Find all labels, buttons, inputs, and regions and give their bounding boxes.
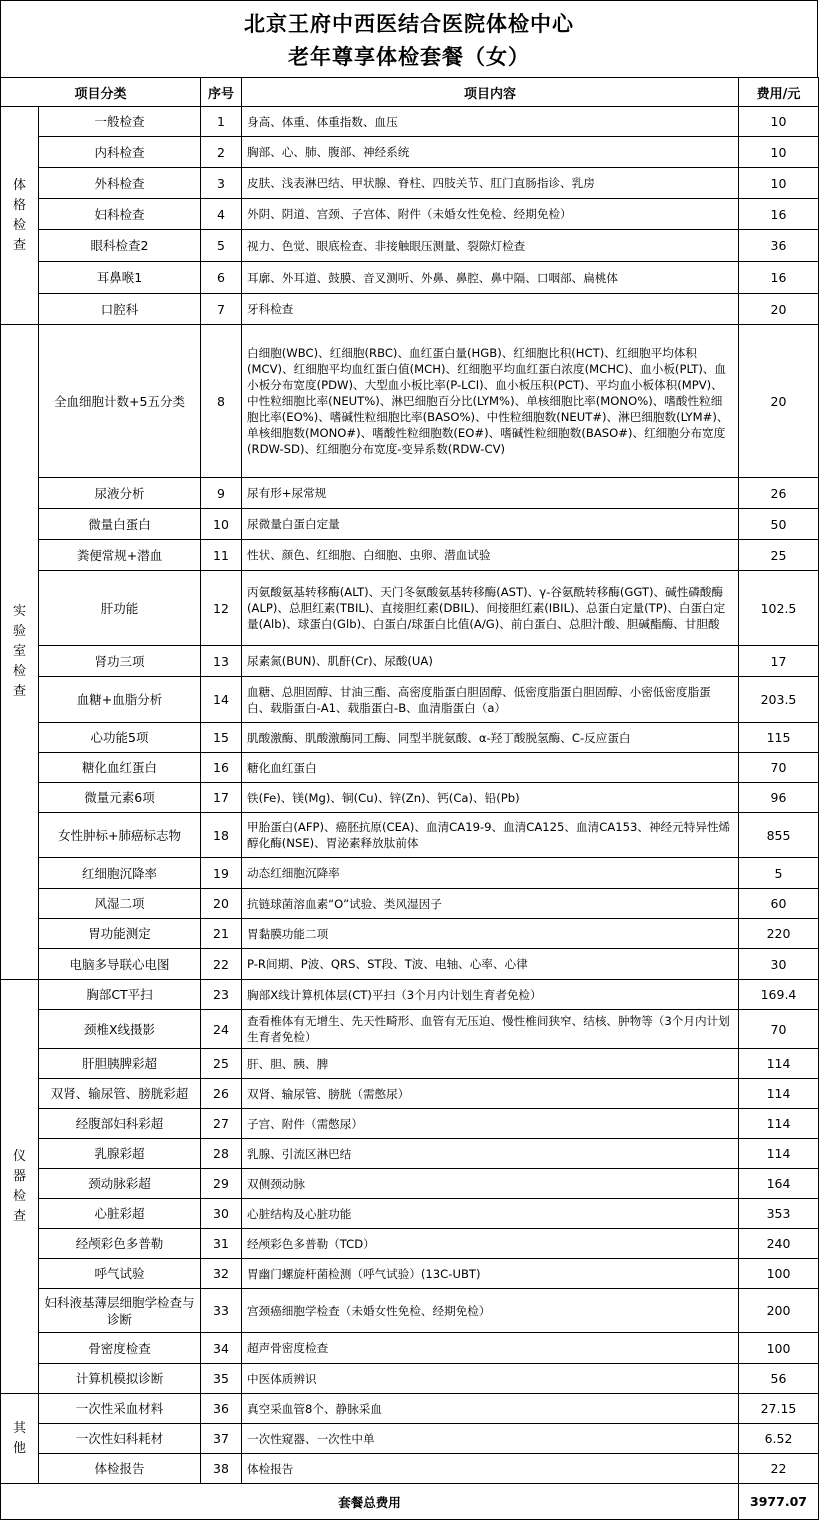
item-fee: 70 — [738, 752, 819, 783]
item-index: 38 — [200, 1453, 242, 1484]
item-fee: 115 — [738, 722, 819, 753]
item-content: 查看椎体有无增生、先天性畸形、血管有无压迫、慢性椎间狭窄、结核、肿物等（3个月内计划生育者免检） — [241, 1009, 739, 1049]
item-content: 子宫、附件（需憋尿） — [241, 1108, 739, 1139]
item-index: 23 — [200, 979, 242, 1010]
item-content: 视力、色觉、眼底检查、非接触眼压测量、裂隙灯检查 — [241, 229, 739, 262]
item-index: 1 — [200, 106, 242, 137]
item-content: 丙氨酸氨基转移酶(ALT)、天门冬氨酸氨基转移酶(AST)、γ-谷氨酰转移酶(GGT)、碱性磷酸酶(ALP)、总胆红素(TBIL)、直接胆红素(DBIL)、间接胆红素(IBIL)、总蛋白定量(TP)、白蛋白定量(Alb)、球蛋白(Glb)、白蛋白/球蛋白比值(A/G)、前白蛋白、总胆汁酸、胆碱酯酶、甘胆酸 — [241, 570, 739, 646]
item-name: 胸部CT平扫 — [38, 979, 201, 1010]
item-fee: 10 — [738, 106, 819, 137]
item-name: 微量元素6项 — [38, 782, 201, 813]
item-content: 中医体质辨识 — [241, 1363, 739, 1394]
item-name: 耳鼻喉1 — [38, 261, 201, 294]
item-content: 皮肤、浅表淋巴结、甲状腺、脊柱、四肢关节、肛门直肠指诊、乳房 — [241, 167, 739, 199]
item-content: P-R间期、P波、QRS、ST段、T波、电轴、心率、心律 — [241, 948, 739, 980]
item-index: 7 — [200, 293, 242, 325]
header-fee: 费用/元 — [738, 77, 819, 107]
item-content: 尿有形+尿常规 — [241, 477, 739, 509]
item-content: 胃幽门螺旋杆菌检测（呼气试验）(13C-UBT) — [241, 1258, 739, 1289]
item-fee: 220 — [738, 918, 819, 949]
item-fee: 20 — [738, 324, 819, 478]
item-name: 经腹部妇科彩超 — [38, 1108, 201, 1139]
item-content: 外阴、阴道、宫颈、子宫体、附件（未婚女性免检、经期免检） — [241, 198, 739, 230]
item-fee: 16 — [738, 261, 819, 294]
group-label-text: 其他 — [12, 1420, 26, 1456]
item-index: 14 — [200, 676, 242, 723]
item-content: 双侧颈动脉 — [241, 1168, 739, 1199]
item-fee: 17 — [738, 645, 819, 677]
item-fee: 114 — [738, 1048, 819, 1079]
item-index: 30 — [200, 1198, 242, 1229]
item-name: 呼气试验 — [38, 1258, 201, 1289]
total-label: 套餐总费用 — [0, 1483, 739, 1520]
item-index: 15 — [200, 722, 242, 753]
item-fee: 60 — [738, 888, 819, 919]
item-fee: 169.4 — [738, 979, 819, 1010]
item-name: 口腔科 — [38, 293, 201, 325]
item-content: 超声骨密度检查 — [241, 1332, 739, 1364]
item-name: 一次性采血材料 — [38, 1393, 201, 1424]
item-index: 2 — [200, 136, 242, 168]
item-content: 乳腺、引流区淋巴结 — [241, 1138, 739, 1169]
item-name: 骨密度检查 — [38, 1332, 201, 1364]
item-name: 电脑多导联心电图 — [38, 948, 201, 980]
item-content: 真空采血管8个、静脉采血 — [241, 1393, 739, 1424]
group-label-text: 实验室检查 — [12, 604, 26, 699]
group-label-text: 体格检查 — [12, 177, 26, 253]
item-name: 颈椎X线摄影 — [38, 1009, 201, 1049]
item-index: 16 — [200, 752, 242, 783]
item-name: 体检报告 — [38, 1453, 201, 1484]
item-content: 胸部、心、肺、腹部、神经系统 — [241, 136, 739, 168]
item-fee: 6.52 — [738, 1423, 819, 1454]
item-fee: 25 — [738, 539, 819, 571]
item-content: 动态红细胞沉降率 — [241, 857, 739, 889]
item-name: 一次性妇科耗材 — [38, 1423, 201, 1454]
item-index: 37 — [200, 1423, 242, 1454]
group-label-text: 仪器检查 — [12, 1148, 26, 1224]
item-name: 心脏彩超 — [38, 1198, 201, 1229]
item-fee: 70 — [738, 1009, 819, 1049]
item-fee: 96 — [738, 782, 819, 813]
item-index: 26 — [200, 1078, 242, 1109]
item-name: 眼科检查2 — [38, 229, 201, 262]
item-index: 20 — [200, 888, 242, 919]
header-index: 序号 — [200, 77, 242, 107]
item-content: 白细胞(WBC)、红细胞(RBC)、血红蛋白量(HGB)、红细胞比积(HCT)、红细胞平均体积(MCV)、红细胞平均血红蛋白值(MCH)、红细胞平均血红蛋白浓度(MCHC)、血小板(PLT)、血小板分布宽度(PDW)、大型血小板比率(P-LCI)、血小板压积(PCT)、平均血小板体积(MPV)、中性粒细胞比率(NEUT%)、淋巴细胞百分比(LYM%)、单核细胞比率(MONO%)、嗜酸性粒细胞比率(EO%)、嗜碱性粒细胞比率(BASO%)、中性粒细胞数(NEUT#)、淋巴细胞数(LYM#)、单核细胞数(MONO#)、嗜酸性粒细胞数(EO#)、嗜碱性粒细胞数(BASO#)、红细胞分布宽度(RDW-SD)、红细胞分布宽度-变异系数(RDW-CV) — [241, 324, 739, 478]
item-index: 4 — [200, 198, 242, 230]
item-index: 8 — [200, 324, 242, 478]
item-index: 36 — [200, 1393, 242, 1424]
item-content: 耳廓、外耳道、鼓膜、音叉测听、外鼻、鼻腔、鼻中隔、口咽部、扁桃体 — [241, 261, 739, 294]
item-index: 12 — [200, 570, 242, 646]
item-content: 血糖、总胆固醇、甘油三酯、高密度脂蛋白胆固醇、低密度脂蛋白胆固醇、小密低密度脂蛋白、载脂蛋白-A1、载脂蛋白-B、血清脂蛋白（a） — [241, 676, 739, 723]
item-index: 25 — [200, 1048, 242, 1079]
item-fee: 203.5 — [738, 676, 819, 723]
item-name: 血糖+血脂分析 — [38, 676, 201, 723]
item-name: 红细胞沉降率 — [38, 857, 201, 889]
item-index: 13 — [200, 645, 242, 677]
item-name: 妇科液基薄层细胞学检查与诊断 — [38, 1288, 201, 1333]
item-fee: 114 — [738, 1108, 819, 1139]
item-index: 11 — [200, 539, 242, 571]
item-content: 体检报告 — [241, 1453, 739, 1484]
item-name: 妇科检查 — [38, 198, 201, 230]
item-index: 32 — [200, 1258, 242, 1289]
title-package: 老年尊享体检套餐（女） — [288, 44, 530, 69]
item-content: 胃黏膜功能二项 — [241, 918, 739, 949]
title-hospital: 北京王府中西医结合医院体检中心 — [244, 11, 574, 36]
item-index: 22 — [200, 948, 242, 980]
item-content: 身高、体重、体重指数、血压 — [241, 106, 739, 137]
item-fee: 240 — [738, 1228, 819, 1259]
item-name: 计算机模拟诊断 — [38, 1363, 201, 1394]
item-index: 31 — [200, 1228, 242, 1259]
item-index: 5 — [200, 229, 242, 262]
item-index: 29 — [200, 1168, 242, 1199]
item-name: 一般检查 — [38, 106, 201, 137]
header-content: 项目内容 — [241, 77, 739, 107]
item-content: 抗链球菌溶血素“O”试验、类风湿因子 — [241, 888, 739, 919]
item-fee: 10 — [738, 136, 819, 168]
item-fee: 114 — [738, 1078, 819, 1109]
item-fee: 56 — [738, 1363, 819, 1394]
total-fee: 3977.07 — [738, 1483, 819, 1520]
item-fee: 27.15 — [738, 1393, 819, 1424]
item-content: 牙科检查 — [241, 293, 739, 325]
item-index: 18 — [200, 812, 242, 858]
item-content: 双肾、输尿管、膀胱（需憋尿） — [241, 1078, 739, 1109]
item-fee: 164 — [738, 1168, 819, 1199]
item-index: 19 — [200, 857, 242, 889]
item-index: 27 — [200, 1108, 242, 1139]
item-fee: 50 — [738, 508, 819, 540]
item-name: 心功能5项 — [38, 722, 201, 753]
group-label — [0, 324, 39, 980]
item-fee: 100 — [738, 1332, 819, 1364]
item-fee: 114 — [738, 1138, 819, 1169]
item-content: 甲胎蛋白(AFP)、癌胚抗原(CEA)、血清CA19-9、血清CA125、血清CA153、神经元特异性烯醇化酶(NSE)、胃泌素释放肽前体 — [241, 812, 739, 858]
item-index: 21 — [200, 918, 242, 949]
item-index: 28 — [200, 1138, 242, 1169]
item-index: 6 — [200, 261, 242, 294]
group-label — [0, 106, 39, 325]
item-content: 经颅彩色多普勒（TCD） — [241, 1228, 739, 1259]
item-fee: 22 — [738, 1453, 819, 1484]
item-content: 糖化血红蛋白 — [241, 752, 739, 783]
item-name: 女性肿标+肺癌标志物 — [38, 812, 201, 858]
header-category: 项目分类 — [0, 77, 201, 107]
item-content: 性状、颜色、红细胞、白细胞、虫卵、潜血试验 — [241, 539, 739, 571]
item-name: 尿液分析 — [38, 477, 201, 509]
item-content: 肌酸激酶、肌酸激酶同工酶、同型半胱氨酸、α-羟丁酸脱氢酶、C-反应蛋白 — [241, 722, 739, 753]
item-name: 胃功能测定 — [38, 918, 201, 949]
item-name: 肝胆胰脾彩超 — [38, 1048, 201, 1079]
item-content: 宫颈癌细胞学检查（未婚女性免检、经期免检） — [241, 1288, 739, 1333]
group-label — [0, 1393, 39, 1484]
item-content: 肝、胆、胰、脾 — [241, 1048, 739, 1079]
item-fee: 200 — [738, 1288, 819, 1333]
item-index: 10 — [200, 508, 242, 540]
item-name: 肾功三项 — [38, 645, 201, 677]
item-fee: 20 — [738, 293, 819, 325]
item-name: 颈动脉彩超 — [38, 1168, 201, 1199]
item-name: 经颅彩色多普勒 — [38, 1228, 201, 1259]
item-content: 铁(Fe)、镁(Mg)、铜(Cu)、锌(Zn)、钙(Ca)、铅(Pb) — [241, 782, 739, 813]
item-fee: 10 — [738, 167, 819, 199]
item-fee: 36 — [738, 229, 819, 262]
group-label — [0, 979, 39, 1394]
item-fee: 100 — [738, 1258, 819, 1289]
item-fee: 102.5 — [738, 570, 819, 646]
item-name: 肝功能 — [38, 570, 201, 646]
item-name: 全血细胞计数+5五分类 — [38, 324, 201, 478]
item-index: 17 — [200, 782, 242, 813]
item-index: 3 — [200, 167, 242, 199]
item-content: 尿素氮(BUN)、肌酐(Cr)、尿酸(UA) — [241, 645, 739, 677]
item-name: 双肾、输尿管、膀胱彩超 — [38, 1078, 201, 1109]
item-fee: 26 — [738, 477, 819, 509]
item-index: 24 — [200, 1009, 242, 1049]
item-name: 内科检查 — [38, 136, 201, 168]
item-fee: 855 — [738, 812, 819, 858]
item-name: 乳腺彩超 — [38, 1138, 201, 1169]
item-index: 9 — [200, 477, 242, 509]
item-index: 34 — [200, 1332, 242, 1364]
title-box — [0, 0, 818, 78]
item-content: 心脏结构及心脏功能 — [241, 1198, 739, 1229]
item-content: 尿微量白蛋白定量 — [241, 508, 739, 540]
item-index: 33 — [200, 1288, 242, 1333]
item-fee: 30 — [738, 948, 819, 980]
item-fee: 353 — [738, 1198, 819, 1229]
item-name: 糖化血红蛋白 — [38, 752, 201, 783]
item-content: 胸部X线计算机体层(CT)平扫（3个月内计划生育者免检） — [241, 979, 739, 1010]
item-fee: 5 — [738, 857, 819, 889]
item-name: 粪便常规+潜血 — [38, 539, 201, 571]
item-name: 微量白蛋白 — [38, 508, 201, 540]
item-content: 一次性窥器、一次性中单 — [241, 1423, 739, 1454]
item-name: 风湿二项 — [38, 888, 201, 919]
item-index: 35 — [200, 1363, 242, 1394]
item-name: 外科检查 — [38, 167, 201, 199]
item-fee: 16 — [738, 198, 819, 230]
